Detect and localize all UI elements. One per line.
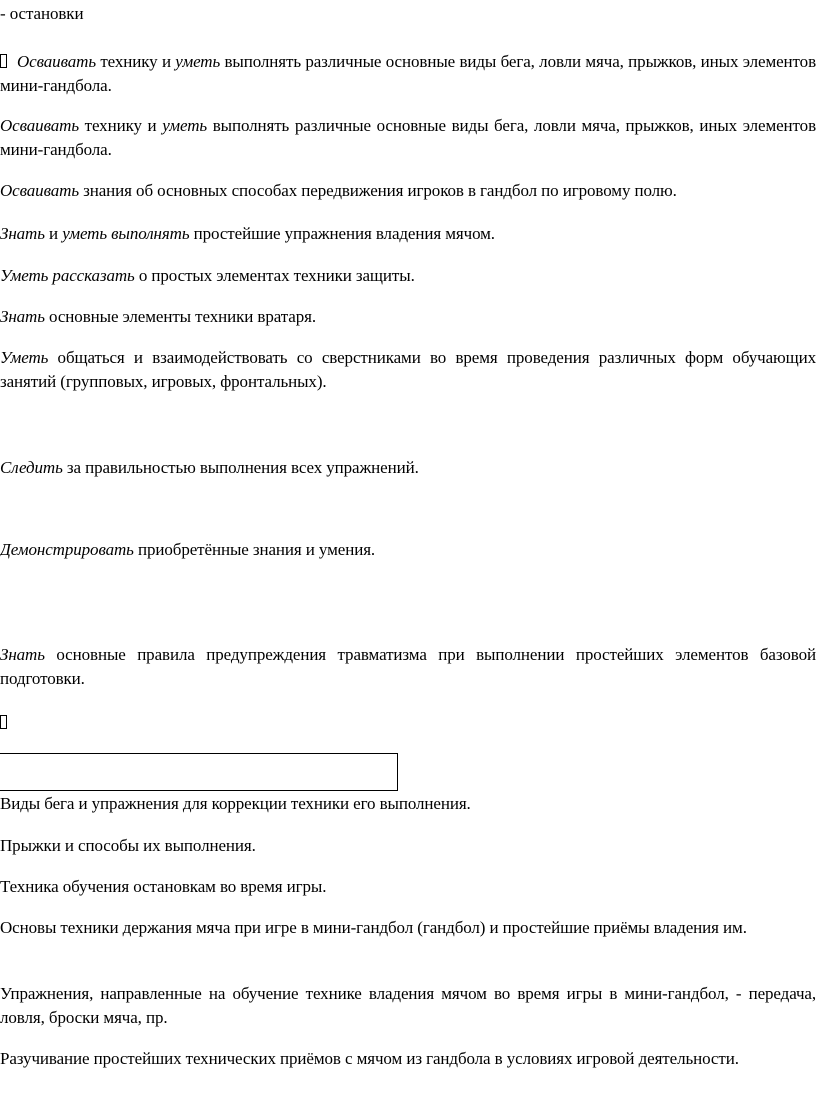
paragraph-master-technique — [0, 114, 816, 162]
italic-verb: Знать — [0, 307, 45, 326]
text-line-stops — [0, 2, 816, 26]
empty-table-cell — [0, 753, 398, 791]
text: технику и — [95, 52, 176, 71]
text: Упражнения, направленные на обучение технике владения мячом во время игры в мини-гандбол, - передача, ловля, броски мяча, пр. — [0, 984, 816, 1027]
text: Виды бега и упражнения для коррекции техники его выполнения. — [0, 794, 471, 813]
text: основные элементы техники вратаря. — [44, 307, 316, 326]
paragraph-master-knowledge — [0, 179, 816, 203]
text: Техника обучения остановкам во время игры. — [0, 877, 327, 896]
text: - остановки — [0, 4, 84, 23]
missing-glyph-icon — [0, 711, 7, 735]
text: выполнять различные основные виды бега, ловли мяча, прыжков, иных элементов мини-гандбола. — [0, 52, 816, 95]
text: выполнять различные основные виды бега, ловли мяча, прыжков, иных элементов мини-гандбола. — [0, 116, 816, 159]
italic-verb: Уметь рассказать — [0, 266, 135, 285]
text: общаться и взаимодействовать со сверстниками во время проведения различных форм обучающих занятий (групповых, игровых, фронтальных). — [0, 348, 816, 391]
paragraph-master-technique-bullet — [0, 50, 816, 98]
italic-verb: уметь — [175, 52, 221, 71]
italic-verb: Осваивать — [0, 116, 79, 135]
paragraph-know-goalkeeper — [0, 305, 816, 329]
paragraph-simple-techniques — [0, 1047, 816, 1071]
paragraph-communicate — [0, 346, 816, 394]
text: простейшие упражнения владения мячом. — [189, 224, 495, 243]
italic-verb: Осваивать — [0, 181, 79, 200]
paragraph-tell-defense — [0, 264, 816, 288]
text: о простых элементах техники защиты. — [134, 266, 415, 285]
italic-verb: Демонстрировать — [0, 540, 134, 559]
text: Разучивание простейших технических приёмов с мячом из гандбола в условиях игровой деятельности. — [0, 1049, 739, 1068]
text: Прыжки и способы их выполнения. — [0, 836, 256, 855]
missing-glyph-icon — [0, 54, 7, 68]
text: основные правила предупреждения травматизма при выполнении простейших элементов базовой подготовки. — [0, 645, 816, 688]
text: технику и — [78, 116, 163, 135]
paragraph-know-exercises — [0, 222, 816, 246]
text: за правильностью выполнения всех упражнений. — [62, 458, 419, 477]
paragraph-follow-correctness — [0, 456, 816, 480]
italic-verb: Осваивать — [17, 52, 96, 71]
italic-verb: Знать — [0, 645, 45, 664]
italic-verb: Знать — [0, 224, 45, 243]
paragraph-ball-holding — [0, 916, 816, 940]
missing-glyph-icon — [0, 715, 7, 729]
italic-verb: Уметь — [0, 348, 49, 367]
paragraph-running-types — [0, 792, 816, 816]
paragraph-demonstrate — [0, 538, 816, 562]
italic-verb: уметь — [162, 116, 208, 135]
paragraph-jumps — [0, 834, 816, 858]
text: знания об основных способах передвижения игроков в гандбол по игровому полю. — [78, 181, 677, 200]
text: приобретённые знания и умения. — [133, 540, 376, 559]
italic-verb: Следить — [0, 458, 63, 477]
paragraph-stops-technique — [0, 875, 816, 899]
text: Основы техники держания мяча при игре в мини-гандбол (гандбол) и простейшие приёмы владения им. — [0, 918, 747, 937]
text: и — [44, 224, 63, 243]
paragraph-know-safety — [0, 643, 816, 691]
paragraph-ball-exercises — [0, 982, 816, 1030]
italic-verb: уметь выполнять — [62, 224, 190, 243]
